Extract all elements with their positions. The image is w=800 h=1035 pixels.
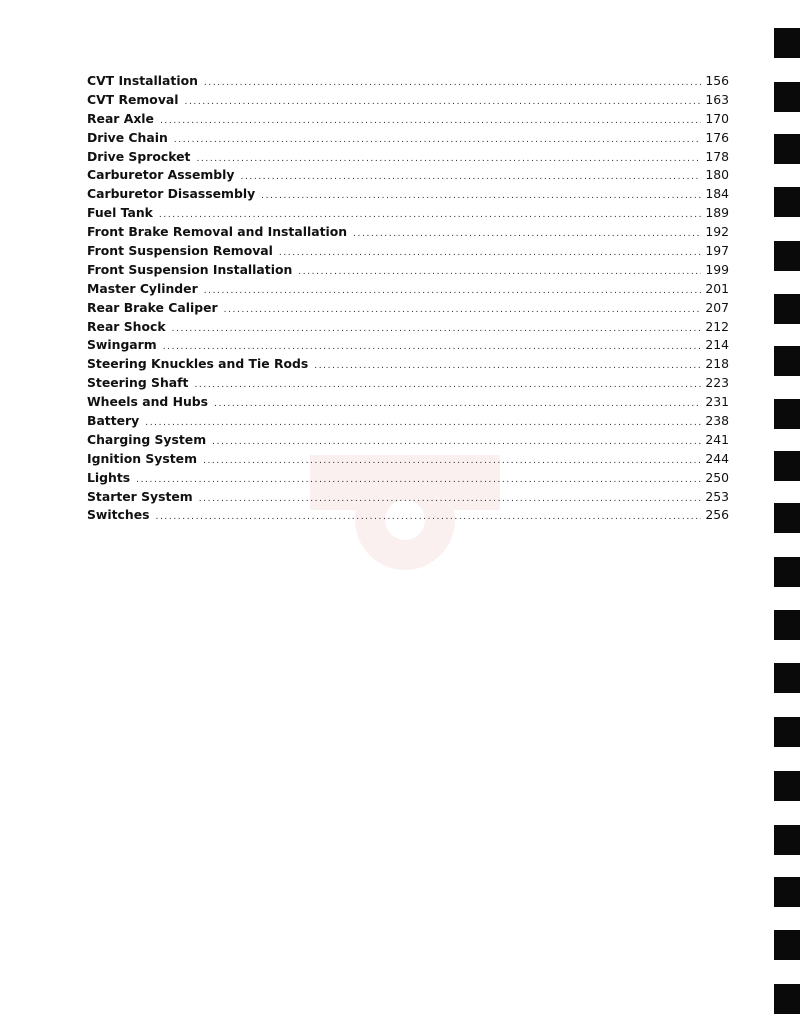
dot-leader xyxy=(279,248,701,258)
toc-entry-page-number: 241 xyxy=(705,431,729,447)
section-tab-marker xyxy=(774,134,800,164)
section-tab-marker xyxy=(774,717,800,747)
section-tab-marker xyxy=(774,399,800,429)
toc-entry-title: CVT Installation xyxy=(87,73,198,88)
dot-leader xyxy=(214,399,701,409)
toc-entry[interactable] xyxy=(87,73,729,92)
toc-entry[interactable] xyxy=(87,111,729,130)
dot-leader xyxy=(156,512,702,522)
section-tab-marker xyxy=(774,82,800,112)
toc-entry-title: Switches xyxy=(87,507,150,523)
section-tab-marker xyxy=(774,663,800,693)
toc-entry-page-number: 212 xyxy=(705,318,729,334)
toc-entry-page-number: 231 xyxy=(705,394,729,410)
toc-entry-title: Ignition System xyxy=(87,450,197,466)
toc-entry-page-number: 223 xyxy=(705,375,729,391)
toc-entry-page-number: 197 xyxy=(705,243,729,259)
toc-entry-title: Front Suspension Removal xyxy=(87,243,273,259)
dot-leader xyxy=(199,494,701,504)
toc-entry-title: Fuel Tank xyxy=(87,205,153,221)
section-tab-marker xyxy=(774,930,800,960)
dot-leader xyxy=(298,267,701,277)
dot-leader xyxy=(159,210,701,220)
toc-entry-page-number: 156 xyxy=(705,73,729,88)
toc-entry-title: Battery xyxy=(87,413,140,429)
dot-leader xyxy=(196,154,701,164)
dot-leader xyxy=(163,342,701,352)
toc-entry-title: Wheels and Hubs xyxy=(87,394,209,410)
toc-entry-title: CVT Removal xyxy=(87,91,179,107)
toc-entry-page-number: 218 xyxy=(705,356,729,372)
toc-entry-page-number: 178 xyxy=(705,148,729,164)
toc-entry-title: Charging System xyxy=(87,431,207,447)
toc-entry-title: Steering Shaft xyxy=(87,375,189,391)
dot-leader xyxy=(261,191,701,201)
toc-entry[interactable] xyxy=(87,243,729,262)
section-tab-marker xyxy=(774,825,800,855)
toc-entry[interactable] xyxy=(87,300,729,319)
toc-entry[interactable] xyxy=(87,337,729,356)
toc-entry-page-number: 201 xyxy=(705,280,729,296)
dot-leader xyxy=(314,361,701,371)
toc-entry[interactable] xyxy=(87,375,729,394)
toc-entry[interactable] xyxy=(87,130,729,149)
dot-leader xyxy=(353,229,701,239)
toc-entry-page-number: 244 xyxy=(705,450,729,466)
toc-entry-page-number: 250 xyxy=(705,469,729,485)
toc-entry[interactable] xyxy=(87,413,729,432)
dot-leader xyxy=(240,172,701,182)
dot-leader xyxy=(224,305,701,315)
dot-leader xyxy=(185,97,701,107)
section-tab-marker xyxy=(774,28,800,58)
toc-entry-title: Rear Axle xyxy=(87,110,154,126)
section-thumb-tabs xyxy=(770,0,800,1035)
toc-entry-title: Carburetor Disassembly xyxy=(87,186,256,202)
section-tab-marker xyxy=(774,294,800,324)
dot-leader xyxy=(172,324,701,334)
section-tab-marker xyxy=(774,451,800,481)
table-of-contents xyxy=(87,73,729,526)
toc-entry-title: Master Cylinder xyxy=(87,280,198,296)
toc-entry-page-number: 184 xyxy=(705,186,729,202)
toc-entry-page-number: 238 xyxy=(705,413,729,429)
section-tab-marker xyxy=(774,984,800,1014)
dot-leader xyxy=(160,116,701,126)
toc-entry[interactable] xyxy=(87,149,729,168)
toc-entry-page-number: 163 xyxy=(705,91,729,107)
toc-entry[interactable] xyxy=(87,356,729,375)
toc-entry-page-number: 199 xyxy=(705,261,729,277)
section-tab-marker xyxy=(774,241,800,271)
section-tab-marker xyxy=(774,771,800,801)
dot-leader xyxy=(174,135,701,145)
toc-entry-title: Lights xyxy=(87,469,131,485)
toc-entry-title: Front Brake Removal and Installation xyxy=(87,224,348,240)
toc-entry-page-number: 207 xyxy=(705,299,729,315)
section-tab-marker xyxy=(774,346,800,376)
toc-entry[interactable] xyxy=(87,92,729,111)
toc-entry-page-number: 256 xyxy=(705,507,729,523)
toc-entry-title: Rear Shock xyxy=(87,318,166,334)
toc-entry[interactable] xyxy=(87,489,729,508)
section-tab-marker xyxy=(774,187,800,217)
dot-leader xyxy=(204,286,701,296)
toc-entry[interactable] xyxy=(87,262,729,281)
dot-leader xyxy=(194,380,701,390)
toc-entry-page-number: 214 xyxy=(705,337,729,353)
section-tab-marker xyxy=(774,877,800,907)
dot-leader xyxy=(212,437,701,447)
toc-entry[interactable] xyxy=(87,507,729,526)
toc-entry[interactable] xyxy=(87,319,729,338)
toc-entry[interactable] xyxy=(87,394,729,413)
toc-entry[interactable] xyxy=(87,470,729,489)
section-tab-marker xyxy=(774,503,800,533)
dot-leader xyxy=(203,456,701,466)
toc-entry[interactable] xyxy=(87,281,729,300)
toc-entry-title: Starter System xyxy=(87,488,193,504)
section-tab-marker xyxy=(774,610,800,640)
toc-entry-title: Drive Sprocket xyxy=(87,148,191,164)
toc-entry-page-number: 189 xyxy=(705,205,729,221)
toc-entry-page-number: 180 xyxy=(705,167,729,183)
toc-entry-title: Steering Knuckles and Tie Rods xyxy=(87,356,309,372)
dot-leader xyxy=(145,418,701,428)
toc-entry[interactable] xyxy=(87,224,729,243)
section-tab-marker xyxy=(774,557,800,587)
toc-entry[interactable] xyxy=(87,167,729,186)
toc-entry[interactable] xyxy=(87,451,729,470)
toc-entry-page-number: 176 xyxy=(705,129,729,145)
toc-entry-page-number: 170 xyxy=(705,110,729,126)
dot-leader xyxy=(136,475,701,485)
toc-entry[interactable] xyxy=(87,205,729,224)
toc-entry-title: Swingarm xyxy=(87,337,157,353)
dot-leader xyxy=(204,78,701,88)
toc-entry-title: Front Suspension Installation xyxy=(87,261,293,277)
toc-entry-title: Rear Brake Caliper xyxy=(87,299,218,315)
toc-entry-page-number: 253 xyxy=(705,488,729,504)
toc-entry-page-number: 192 xyxy=(705,224,729,240)
toc-entry-title: Carburetor Assembly xyxy=(87,167,235,183)
toc-entry-title: Drive Chain xyxy=(87,129,168,145)
toc-entry[interactable] xyxy=(87,186,729,205)
toc-entry[interactable] xyxy=(87,432,729,451)
